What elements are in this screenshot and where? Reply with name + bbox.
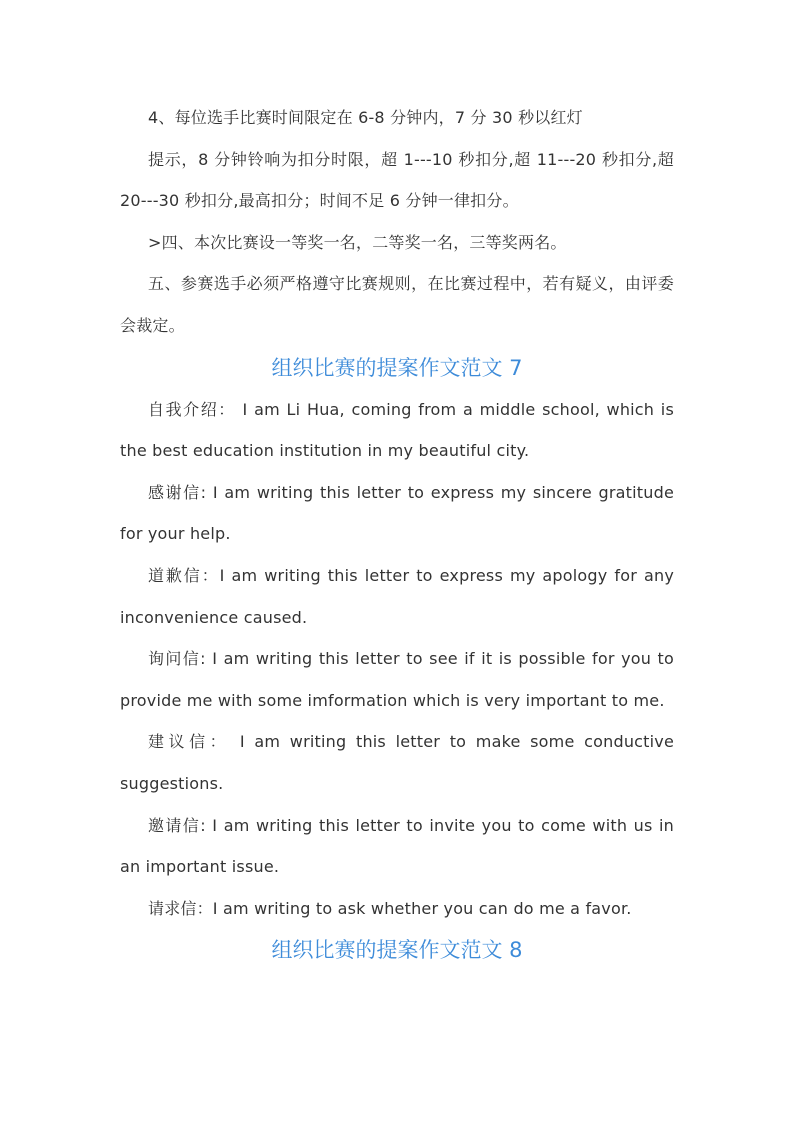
paragraph-thanks-letter: 感谢信: I am writing this letter to express my sincere gratitude for your help. (120, 482, 674, 544)
section-heading-7: 组织比赛的提案作文范文 7 (271, 355, 523, 380)
document-page (120, 0, 674, 971)
paragraph-rule-4-cont: 提示，8 分钟铃响为扣分时限，超 1---10 秒扣分,超 11---20 秒扣分,超 20---30 秒扣分,最高扣分；时间不足 6 分钟一律扣分。 (120, 149, 674, 211)
paragraph-inquiry-letter: 询问信: I am writing this letter to see if it is possible for you to provide me with some imformation which is very important to me. (120, 649, 674, 710)
paragraph-invitation-letter: 邀请信: I am writing this letter to invite you to come with us in an important issue. (120, 815, 674, 877)
paragraph-rule-award: >四、本次比赛设一等奖一名，二等奖一名，三等奖两名。 (148, 232, 567, 252)
paragraph-advice-letter: 建议信： I am writing this letter to make some conductive suggestions. (120, 732, 674, 793)
paragraph-rule-5: 五、参赛选手必须严格遵守比赛规则，在比赛过程中，若有疑义，由评委会裁定。 (120, 274, 674, 335)
section-heading-8: 组织比赛的提案作文范文 8 (271, 938, 523, 963)
paragraph-rule-4: 4、每位选手比赛时间限定在 6-8 分钟内，7 分 30 秒以红灯 (148, 108, 583, 127)
paragraph-self-intro: 自我介绍： I am Li Hua, coming from a middle school, which is the best education institution in my beautiful city. (120, 399, 674, 461)
paragraph-request-letter: 请求信：I am writing to ask whether you can do me a favor. (148, 898, 632, 918)
paragraph-apology-letter: 道歉信：I am writing this letter to express my apology for any inconvenience caused. (120, 565, 674, 627)
